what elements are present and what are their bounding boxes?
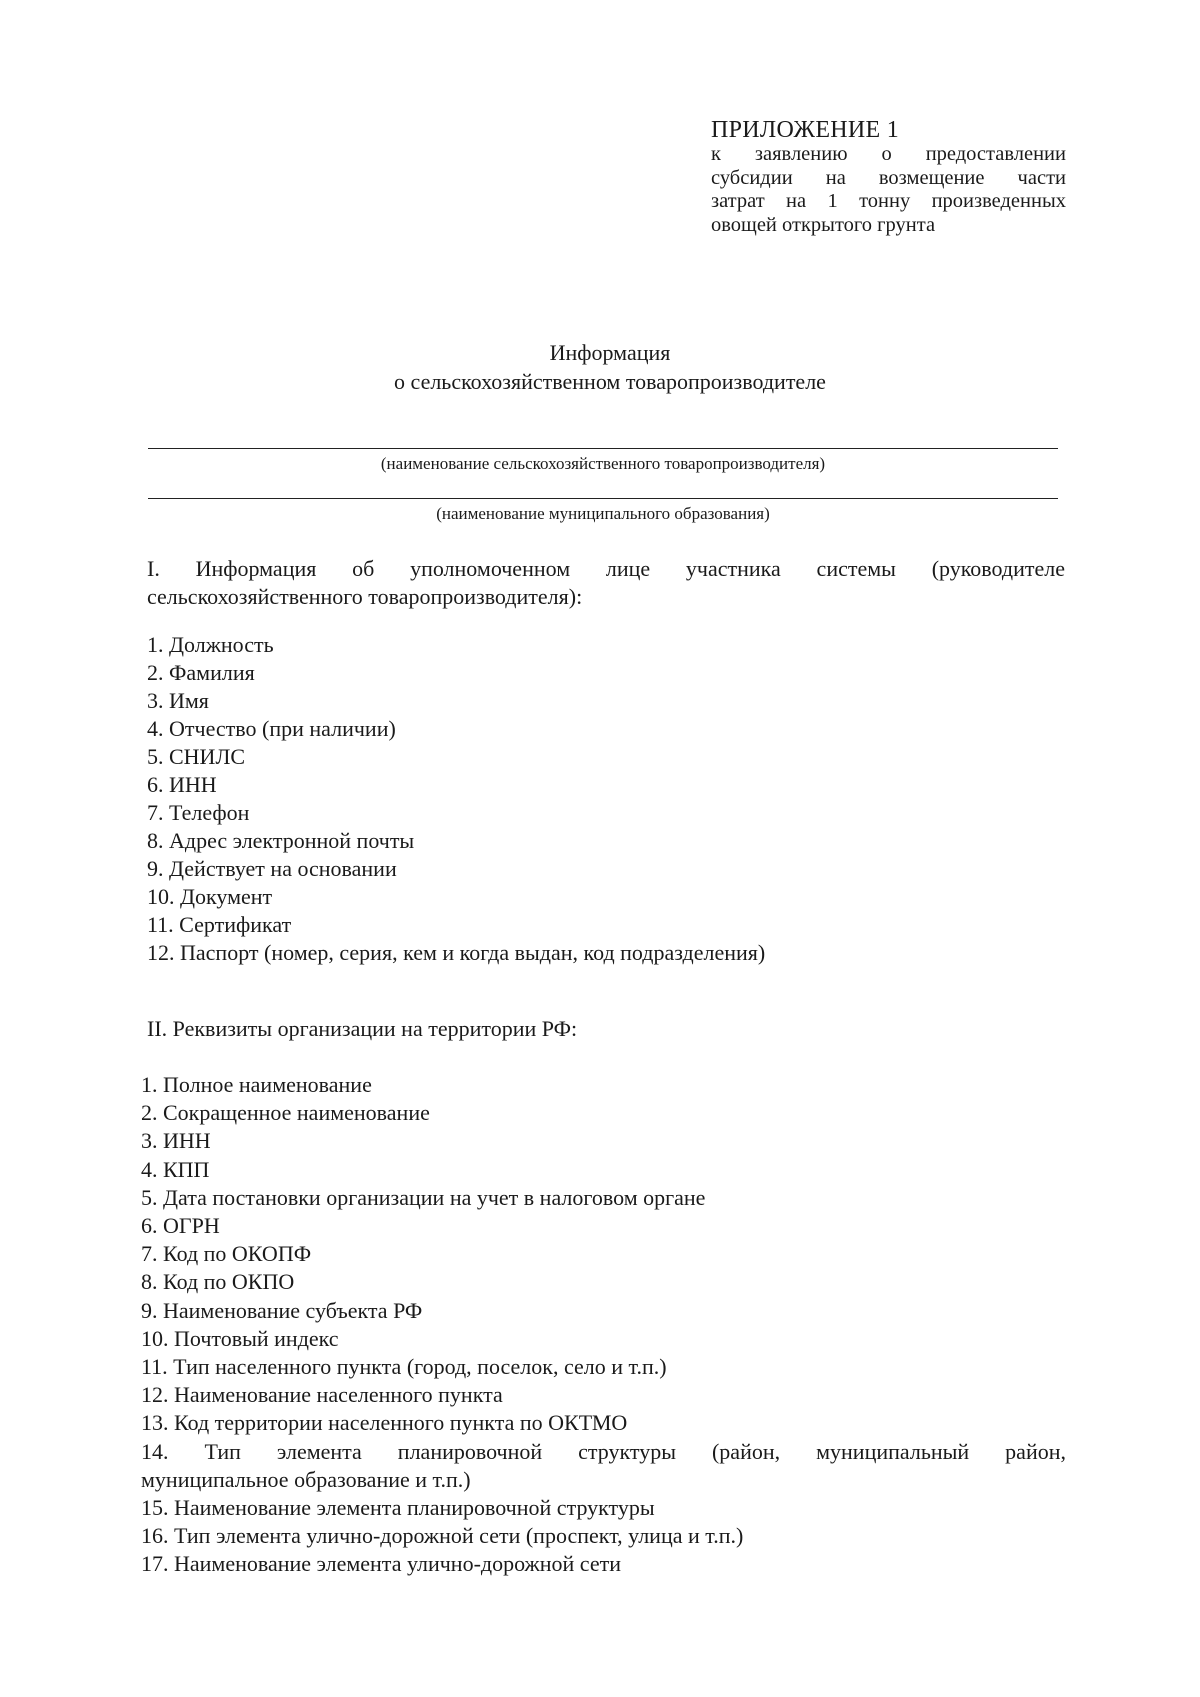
section-1-heading-line: сельскохозяйственного товаропроизводителя):: [147, 584, 583, 609]
section-2-heading: II. Реквизиты организации на территории РФ:: [147, 1016, 578, 1041]
producer-name-caption: (наименование сельскохозяйственного товаропроизводителя): [380, 454, 826, 473]
producer-name-line: [148, 448, 1058, 449]
list-item-line: муниципальное образование и т.п.): [141, 1466, 471, 1492]
list-item: 3. Имя: [147, 688, 209, 713]
list-item: 3. ИНН: [141, 1128, 211, 1154]
list-item: 9. Наименование субъекта РФ: [141, 1297, 423, 1323]
list-item: 11. Сертификат: [147, 912, 292, 937]
appendix-line: овощей открытого грунта: [711, 213, 936, 236]
municipality-name-caption: (наименование муниципального образования): [436, 504, 770, 523]
list-item: 7. Код по ОКОПФ: [141, 1241, 312, 1267]
list-item: 5. Дата постановки организации на учет в налоговом органе: [141, 1184, 706, 1210]
list-item: 8. Адрес электронной почты: [147, 828, 415, 853]
list-item: 6. ИНН: [147, 772, 217, 797]
section-2-list: [141, 1071, 1066, 1579]
appendix-line: субсидии на возмещение части: [711, 166, 1066, 189]
list-item: [141, 1438, 1066, 1494]
document-subtitle: о сельскохозяйственном товаропроизводителе: [394, 369, 826, 394]
list-item: 17. Наименование элемента улично-дорожной сети: [141, 1551, 621, 1577]
appendix-header: [711, 117, 1066, 237]
list-item: 16. Тип элемента улично-дорожной сети (проспект, улица и т.п.): [141, 1523, 744, 1549]
list-item: 10. Документ: [147, 884, 273, 909]
list-item: 11. Тип населенного пункта (город, поселок, село и т.п.): [141, 1354, 667, 1380]
list-item: 7. Телефон: [147, 800, 250, 825]
document-title: Информация: [549, 340, 671, 365]
list-item: 4. КПП: [141, 1156, 210, 1182]
list-item: 2. Фамилия: [147, 660, 255, 685]
list-item: 12. Наименование населенного пункта: [141, 1382, 503, 1408]
list-item: 15. Наименование элемента планировочной структуры: [141, 1495, 655, 1521]
appendix-description: [711, 143, 1066, 237]
list-item: 12. Паспорт (номер, серия, кем и когда выдан, код подразделения): [147, 940, 766, 965]
list-item-line: 14. Тип элемента планировочной структуры (район, муниципальный район,: [141, 1438, 1066, 1464]
list-item: 8. Код по ОКПО: [141, 1269, 295, 1295]
list-item: 13. Код территории населенного пункта по ОКТМО: [141, 1410, 628, 1436]
list-item: 4. Отчество (при наличии): [147, 716, 396, 741]
list-item: 6. ОГРН: [141, 1213, 220, 1239]
appendix-line: к заявлению о предоставлении: [711, 143, 1066, 165]
section-1-heading-line: I. Информация об уполномоченном лице участника системы (руководителе: [147, 556, 1065, 581]
section-1-list: [147, 631, 1067, 967]
list-item: 9. Действует на основании: [147, 856, 397, 881]
section-1-heading: [147, 555, 1065, 611]
list-item: 1. Должность: [147, 632, 274, 657]
list-item: 10. Почтовый индекс: [141, 1325, 339, 1351]
appendix-title: ПРИЛОЖЕНИЕ 1: [711, 117, 900, 143]
list-item: 1. Полное наименование: [141, 1072, 372, 1097]
appendix-line: затрат на 1 тонну произведенных: [711, 190, 1066, 212]
list-item: 5. СНИЛС: [147, 744, 246, 769]
list-item: 2. Сокращенное наименование: [141, 1100, 430, 1126]
municipality-name-line: [148, 498, 1058, 499]
